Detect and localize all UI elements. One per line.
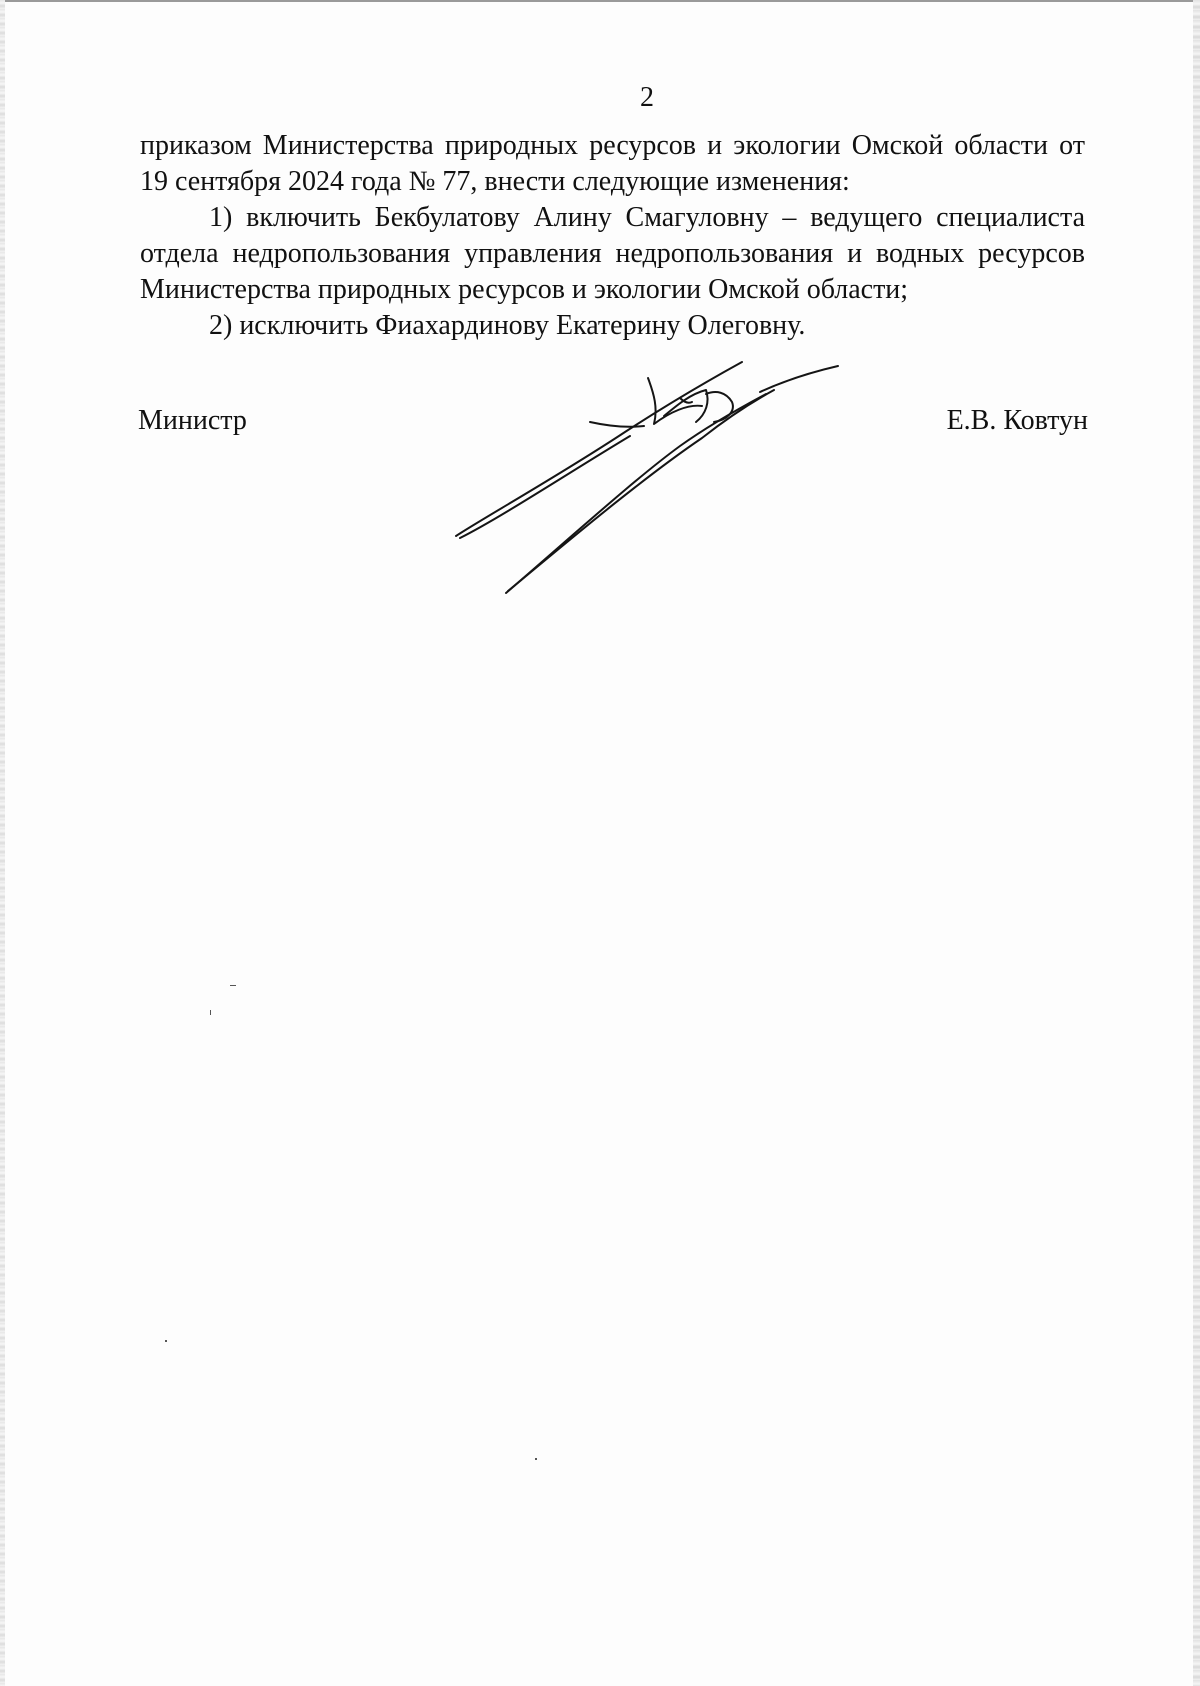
- scan-speck: [535, 1458, 537, 1460]
- signature-stroke-tail: [760, 366, 838, 392]
- scan-edge-left: [0, 0, 5, 1686]
- signatory-title: Министр: [138, 405, 247, 436]
- paragraph-continuation: приказом Министерства природных ресурсов и экологии Омской области от 19 сентября 2024 года № 77, внести следующие изменения:: [140, 130, 1085, 197]
- scan-speck: [230, 985, 236, 986]
- signatory-name: Е.В. Ковтун: [946, 405, 1088, 436]
- paragraph-item-2: 2) исключить Фиахардинову Екатерину Олеговну.: [209, 310, 806, 341]
- scan-edge-top: [0, 0, 1200, 2]
- signature-stroke-long-1: [456, 362, 742, 536]
- page-number: 2: [640, 82, 654, 113]
- scan-speck: [210, 1010, 211, 1015]
- signature-stroke-long-2: [508, 390, 774, 591]
- signature-stroke-long-1b: [460, 436, 630, 538]
- scan-speck: [165, 1340, 167, 1342]
- scan-edge-right: [1193, 0, 1200, 1686]
- document-body: [140, 128, 1085, 344]
- paragraph-item-1: 1) включить Бекбулатову Алину Смагуловну – ведущего специалиста отдела недропользования управления недропользования и водных ресурсов Министерства природных ресурсов и экологии Омской области;: [140, 202, 1085, 305]
- handwritten-signature: [440, 350, 860, 600]
